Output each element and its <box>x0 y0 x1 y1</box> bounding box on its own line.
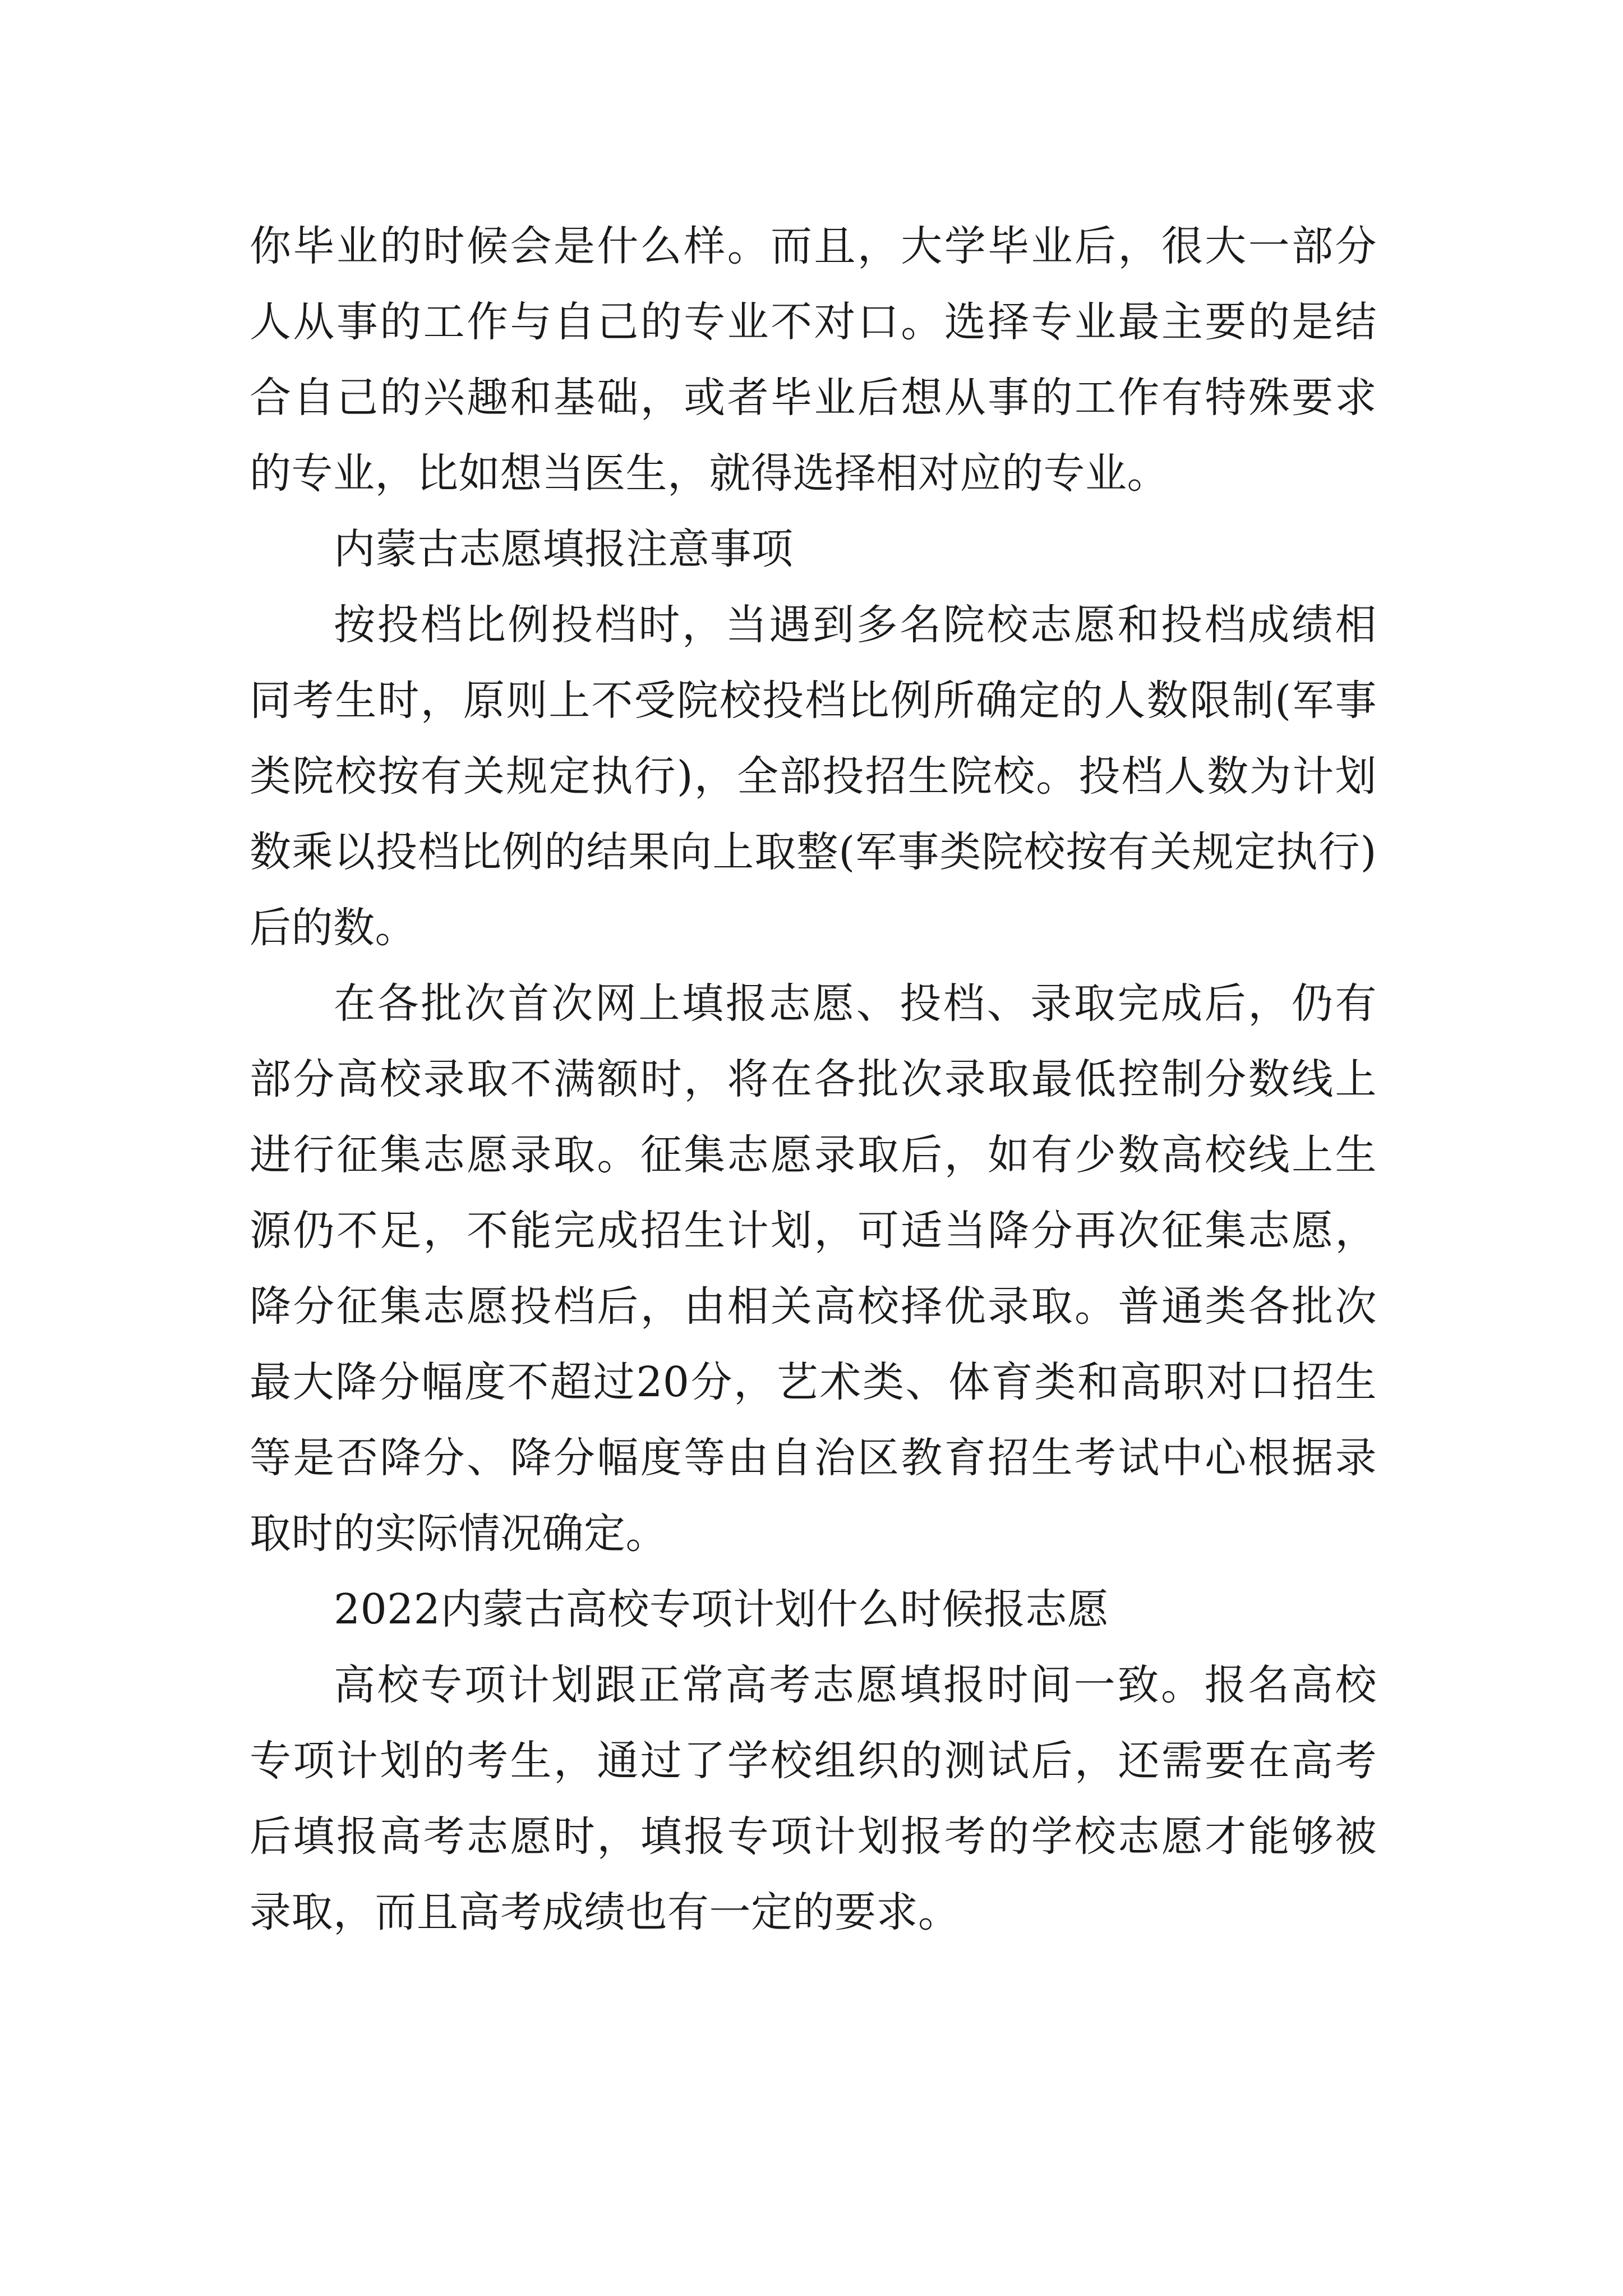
paragraph-supplementary-admission: 在各批次首次网上填报志愿、投档、录取完成后，仍有部分高校录取不满额时，将在各批次录取最低控制分数线上进行征集志愿录取。征集志愿录取后，如有少数高校线上生源仍不足，不能完成招生计划，可适当降分再次征集志愿，降分征集志愿投档后，由相关高校择优录取。普通类各批次最大降分幅度不超过20分，艺术类、体育类和高职对口招生等是否降分、降分幅度等由自治区教育招生考试中心根据录取时的实际情况确定。 <box>250 979 1377 1558</box>
heading-inner-mongolia-notes: 内蒙古志愿填报注意事项 <box>334 525 794 573</box>
paragraph-career-and-major: 你毕业的时候会是什么样。而且，大学毕业后，很大一部分人从事的工作与自己的专业不对口。选择专业最主要的是结合自己的兴趣和基础，或者毕业后想从事的工作有特殊要求的专业，比如想当医生，就得选择相对应的专业。 <box>250 222 1377 498</box>
paragraph-admission-ratio: 按投档比例投档时，当遇到多名院校志愿和投档成绩相同考生时，原则上不受院校投档比例所确定的人数限制(军事类院校按有关规定执行)，全部投招生院校。投档人数为计划数乘以投档比例的结果向上取整(军事类院校按有关规定执行)后的数。 <box>250 601 1377 952</box>
paragraph-special-plan-details: 高校专项计划跟正常高考志愿填报时间一致。报名高校专项计划的考生，通过了学校组织的测试后，还需要在高考后填报高考志愿时，填报专项计划报考的学校志愿才能够被录取，而且高考成绩也有一定的要求。 <box>250 1661 1377 1936</box>
heading-special-plan-timing: 2022内蒙古高校专项计划什么时候报志愿 <box>334 1585 1109 1634</box>
document-body <box>250 209 1377 1950</box>
